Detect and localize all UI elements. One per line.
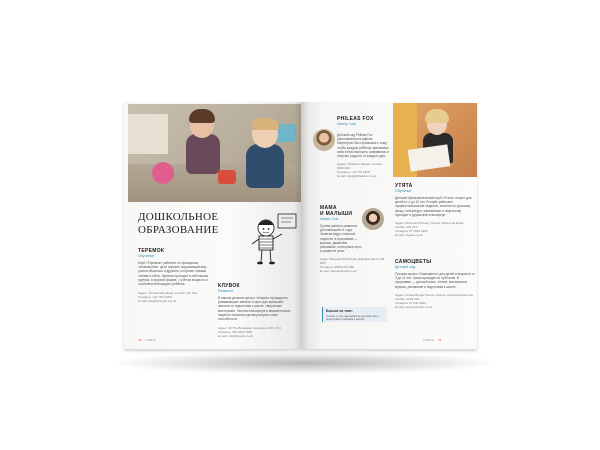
kluvok-body: В нашем детском центре «Клувок» проводятся развивающие занятия и игры для малышей, занятия по подготовке к школе, творческие мастерские. Уютная атмосфера и внимательные педагоги помогают детям раскрыть свои способности. [218, 296, 291, 322]
phileas-fox-subheading: Nanny Care [337, 122, 357, 126]
samotsvety-email: E-mail: gemsnetworks.co.uk [395, 304, 433, 309]
teremok-subheading: Обучение [138, 254, 155, 258]
girl-drawing-photo [393, 103, 477, 177]
left-page [124, 102, 301, 349]
right-page-number: 79 [437, 338, 442, 342]
samotsvety-phone: Телефон: 07 844 4532 [395, 300, 426, 305]
magazine-shadow [112, 352, 496, 374]
related-articles-title: Больше по теме: [326, 309, 353, 313]
utyata-phone: Телефон: 07 7894 3456 [395, 229, 428, 234]
phileas-fox-details [337, 133, 389, 178]
kluvok-phone: Телефон: 020 3444 7890 [218, 330, 253, 335]
mama-malyshi-heading-1: МАМА [320, 205, 337, 211]
mama-malyshi-subheading: Мамы Club [320, 217, 339, 221]
kluvok-address: Адрес: 46 The Broadway, Hounslow, WA7 4TH [218, 326, 281, 331]
page-title [138, 211, 246, 237]
teremok-column [138, 248, 210, 303]
samotsvety-column [395, 259, 475, 309]
samotsvety-heading: САМОЦВЕТЫ [395, 259, 432, 265]
mama-malyshi-column [320, 205, 386, 273]
left-page-footer [138, 338, 156, 342]
utyata-heading: УТЯТА [395, 183, 413, 189]
teremok-email: E-mail: info@teremok.org.uk [138, 299, 177, 304]
kluvok-heading: КЛУВОК [218, 283, 240, 289]
mama-malyshi-heading-2: И МАЛЫШИ [320, 211, 353, 217]
mama-malyshi-address: Адрес: Bluewell SG2 Road, Highgate Wood, N8 6FR [320, 257, 385, 266]
phileas-fox-address: Адрес: 78 Mount Square, London, NW3 6HF [337, 162, 383, 171]
phileas-fox-body: Детский сад Phileas Fox располагается в районе Маунтгров. Мы стремимся к тому, чтобы каждый ребёнок чувствовал себя в безопасности, развивался и получал радость от каждого дня. [337, 133, 389, 159]
hero-photo-children-playing [128, 104, 301, 202]
mama-malyshi-body: Группа раннего развития для малышей от года. Занятия ведут опытные педагоги, в программе — музыка, движение, рисование, сенсорные игры и развитие речи. [320, 224, 362, 254]
related-articles-box[interactable] [322, 307, 387, 322]
samotsvety-body: Русская школа «Самоцветы» для детей в возрасте от 3 до 11 лет. Уроки проходят по субботам. В программе — русский язык, чтение, математика, музыка, рисование и подготовка к школе. [395, 272, 475, 289]
teremok-address: Адрес: 10 Harrowby Road, London, W1 6HL [138, 291, 198, 296]
right-page-label: ГАЗЕТА [423, 338, 434, 342]
title-line-2: ОБРАЗОВАНИЕ [138, 224, 219, 236]
kluvok-column [218, 283, 296, 338]
samotsvety-address: Адрес: Cricket Bridge Primary School, Hampstead Avenue, London, W1H 2LE [395, 292, 474, 301]
boy-illustration [248, 212, 300, 272]
utyata-address: Адрес: Richmond Primary School, Richmond Road, London, W5 7KS [395, 221, 464, 230]
kluvok-email: E-mail: info@kluvok.co.uk [218, 334, 253, 339]
mama-malyshi-phone: Телефон: 07840 213 880 [320, 265, 355, 270]
utyata-email: E-mail: utyata.org.uk [395, 233, 423, 238]
phileas-fox-phone: Телефон: +44 775 3345 [337, 170, 370, 175]
utyata-body: Детский образовательный клуб «Утята» открыт для детей от 4 до 10 лет. В клубе работают профессиональные педагоги, занятия по русскому языку, литературе, математике и творчеству проходят в дружеской атмосфере. [395, 196, 472, 217]
right-page-footer [423, 338, 441, 342]
teremok-body: Клуб «Теремок» работает по принципам «знакомства», дети изучают окружающий мир, учатся общаться и дружить, получают навыки чтения и счёта. Занятия проходят в небольших группах, в игровой форме, с учётом возраста и особенностей каждого ребёнка. [138, 261, 209, 287]
left-page-number: 78 [138, 338, 142, 342]
samotsvety-subheading: Детский сад [395, 265, 416, 269]
title-line-1: ДОШКОЛЬНОЕ [138, 211, 219, 223]
teremok-phone: Телефон: +44 7874 4567 [138, 295, 173, 300]
phileas-fox-column [337, 116, 389, 126]
phileas-fox-email: E-mail: info@phileasfox.co.uk [337, 174, 377, 179]
related-articles-body: Статьи о том, как выбрать детский сад и подготовить ребёнка к школе [326, 314, 379, 322]
utyata-column [395, 183, 475, 237]
phileas-fox-avatar [313, 129, 335, 151]
mama-malyshi-email: E-mail: mamamalyshi.co.uk [320, 269, 357, 274]
left-page-label: ГАЗЕТА [145, 338, 157, 342]
kluvok-subheading: Развитие [218, 289, 234, 293]
phileas-fox-heading: PHILEAS FOX [337, 116, 374, 122]
teremok-heading: ТЕРЕМОК [138, 248, 165, 254]
utyata-subheading: Обучение [395, 189, 412, 193]
